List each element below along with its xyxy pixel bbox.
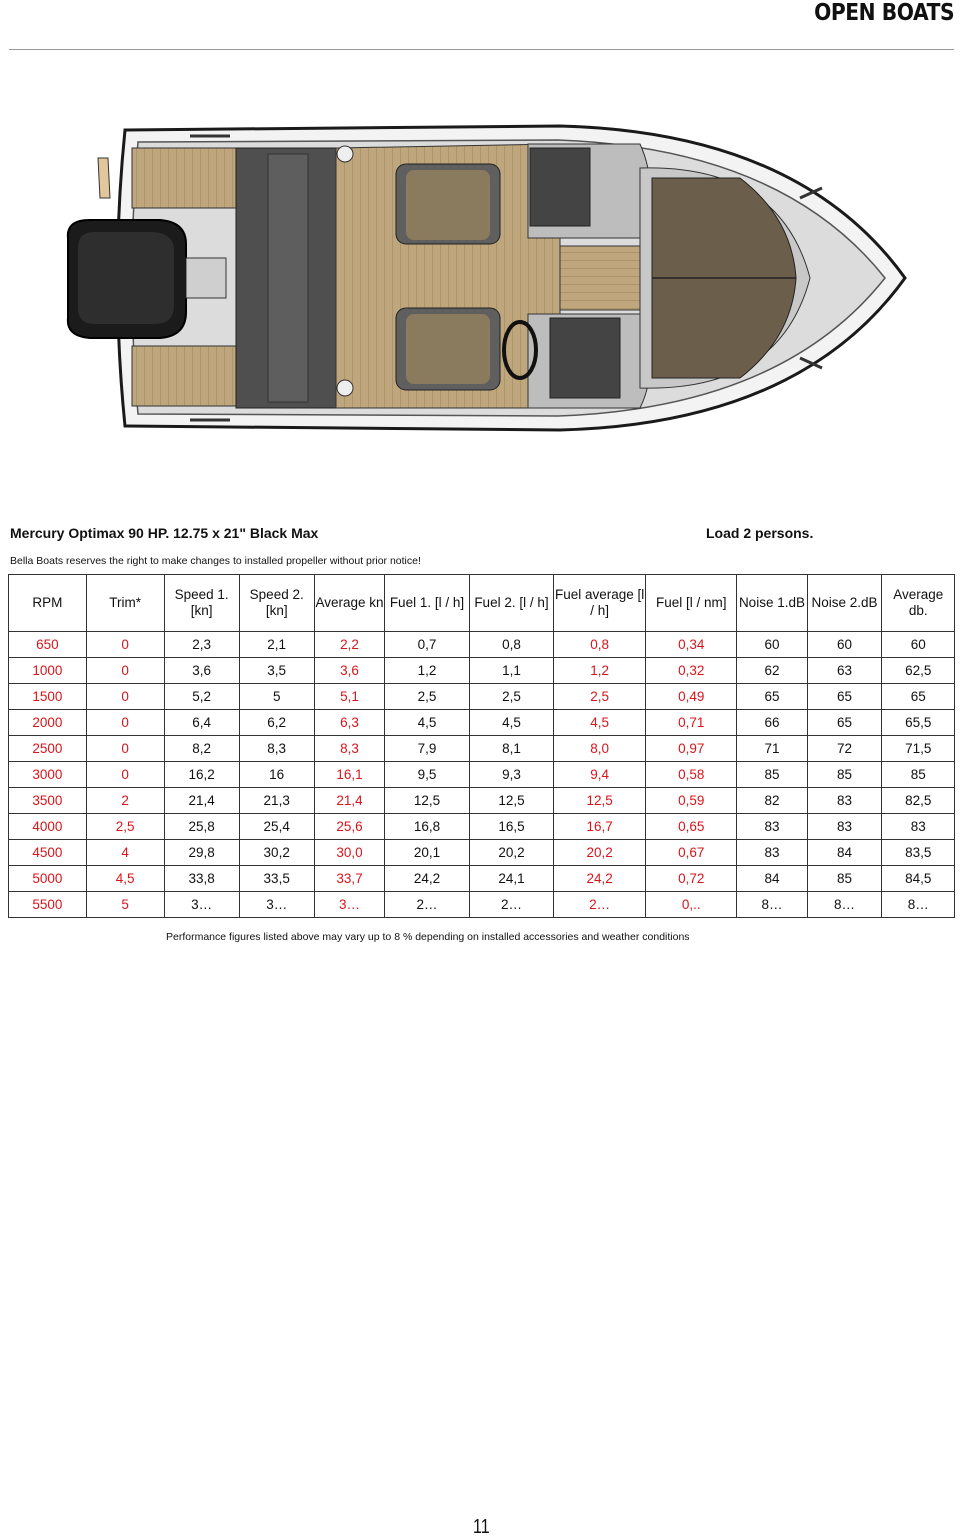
column-header: Fuel [l / nm]	[646, 575, 737, 632]
table-cell: 5,1	[314, 684, 384, 710]
page-header-title: OPEN BOATS	[813, 0, 954, 26]
table-cell: 4,5	[554, 710, 646, 736]
table-row	[9, 710, 955, 736]
column-header: Fuel average [l / h]	[554, 575, 646, 632]
table-cell: 0	[86, 762, 164, 788]
table-cell: 5,2	[164, 684, 239, 710]
table-cell: 16	[239, 762, 314, 788]
column-header: Speed 2. [kn]	[239, 575, 314, 632]
table-cell: 25,8	[164, 814, 239, 840]
table-cell: 33,5	[239, 866, 314, 892]
table-cell: 85	[882, 762, 955, 788]
table-cell: 83,5	[882, 840, 955, 866]
table-cell: 9,4	[554, 762, 646, 788]
table-cell: 62	[737, 658, 807, 684]
column-header: Fuel 2. [l / h]	[469, 575, 554, 632]
table-cell: 12,5	[554, 788, 646, 814]
table-cell: 60	[882, 632, 955, 658]
table-cell: 8,3	[239, 736, 314, 762]
table-cell: 85	[737, 762, 807, 788]
table-cell: 4,5	[385, 710, 470, 736]
table-cell: 2	[86, 788, 164, 814]
table-cell: 1500	[9, 684, 87, 710]
table-cell: 3000	[9, 762, 87, 788]
table-row	[9, 736, 955, 762]
boat-layout-illustration	[40, 108, 920, 448]
table-cell: 2…	[385, 892, 470, 918]
table-cell: 0,67	[646, 840, 737, 866]
table-cell: 0,58	[646, 762, 737, 788]
table-cell: 29,8	[164, 840, 239, 866]
table-cell: 20,2	[469, 840, 554, 866]
table-cell: 8…	[807, 892, 882, 918]
table-cell: 650	[9, 632, 87, 658]
table-cell: 2,2	[314, 632, 384, 658]
load-info: Load 2 persons.	[706, 525, 814, 541]
table-cell: 3500	[9, 788, 87, 814]
table-row	[9, 762, 955, 788]
table-cell: 16,5	[469, 814, 554, 840]
table-cell: 30,0	[314, 840, 384, 866]
table-cell: 3,6	[314, 658, 384, 684]
table-cell: 2…	[469, 892, 554, 918]
column-header: Noise 1.dB	[737, 575, 807, 632]
table-cell: 62,5	[882, 658, 955, 684]
table-cell: 12,5	[469, 788, 554, 814]
table-cell: 9,3	[469, 762, 554, 788]
table-cell: 16,7	[554, 814, 646, 840]
column-header: Fuel 1. [l / h]	[385, 575, 470, 632]
column-header: RPM	[9, 575, 87, 632]
table-row	[9, 632, 955, 658]
table-cell: 60	[737, 632, 807, 658]
table-cell: 85	[807, 762, 882, 788]
performance-footnote: Performance figures listed above may vary up to 8 % depending on installed accessories and weather conditions	[166, 931, 690, 943]
table-cell: 2,5	[385, 684, 470, 710]
table-cell: 63	[807, 658, 882, 684]
table-cell: 16,1	[314, 762, 384, 788]
table-cell: 0	[86, 632, 164, 658]
table-cell: 7,9	[385, 736, 470, 762]
table-cell: 0,72	[646, 866, 737, 892]
table-cell: 33,7	[314, 866, 384, 892]
column-header: Average db.	[882, 575, 955, 632]
table-cell: 0,..	[646, 892, 737, 918]
engine-spec: Mercury Optimax 90 HP. 12.75 x 21" Black Max	[10, 525, 319, 541]
table-cell: 0	[86, 736, 164, 762]
table-cell: 1,2	[385, 658, 470, 684]
table-cell: 4000	[9, 814, 87, 840]
performance-table	[8, 574, 955, 918]
table-cell: 66	[737, 710, 807, 736]
table-cell: 8…	[737, 892, 807, 918]
table-row	[9, 814, 955, 840]
table-cell: 82,5	[882, 788, 955, 814]
table-cell: 24,2	[554, 866, 646, 892]
table-cell: 5000	[9, 866, 87, 892]
table-cell: 65	[807, 710, 882, 736]
table-cell: 25,4	[239, 814, 314, 840]
table-cell: 8,3	[314, 736, 384, 762]
table-cell: 8,1	[469, 736, 554, 762]
table-cell: 0,8	[554, 632, 646, 658]
table-row	[9, 866, 955, 892]
table-cell: 0	[86, 710, 164, 736]
table-cell: 6,4	[164, 710, 239, 736]
table-cell: 8…	[882, 892, 955, 918]
table-cell: 0,32	[646, 658, 737, 684]
table-cell: 65,5	[882, 710, 955, 736]
table-cell: 65	[737, 684, 807, 710]
table-cell: 16,8	[385, 814, 470, 840]
table-cell: 84	[807, 840, 882, 866]
table-cell: 2,5	[469, 684, 554, 710]
table-body	[9, 632, 955, 918]
table-cell: 83	[882, 814, 955, 840]
table-cell: 24,2	[385, 866, 470, 892]
table-cell: 21,4	[164, 788, 239, 814]
table-cell: 65	[807, 684, 882, 710]
table-cell: 65	[882, 684, 955, 710]
table-cell: 71,5	[882, 736, 955, 762]
table-cell: 83	[807, 788, 882, 814]
table-cell: 84	[737, 866, 807, 892]
table-cell: 0	[86, 658, 164, 684]
table-cell: 12,5	[385, 788, 470, 814]
column-header: Average kn	[314, 575, 384, 632]
column-header: Speed 1. [kn]	[164, 575, 239, 632]
table-row	[9, 840, 955, 866]
table-cell: 4,5	[469, 710, 554, 736]
table-cell: 0,71	[646, 710, 737, 736]
table-cell: 2,1	[239, 632, 314, 658]
table-cell: 3…	[314, 892, 384, 918]
table-cell: 3,5	[239, 658, 314, 684]
table-cell: 20,2	[554, 840, 646, 866]
table-cell: 8,0	[554, 736, 646, 762]
table-cell: 9,5	[385, 762, 470, 788]
table-cell: 21,3	[239, 788, 314, 814]
table-cell: 0,65	[646, 814, 737, 840]
table-cell: 5500	[9, 892, 87, 918]
page-number: 11	[473, 1516, 490, 1538]
propeller-notice: Bella Boats reserves the right to make changes to installed propeller without prior notice!	[10, 555, 421, 567]
table-cell: 71	[737, 736, 807, 762]
table-cell: 4500	[9, 840, 87, 866]
table-cell: 0	[86, 684, 164, 710]
table-cell: 5	[239, 684, 314, 710]
table-cell: 60	[807, 632, 882, 658]
table-cell: 6,2	[239, 710, 314, 736]
table-cell: 20,1	[385, 840, 470, 866]
column-header: Trim*	[86, 575, 164, 632]
table-cell: 2,5	[86, 814, 164, 840]
table-row	[9, 788, 955, 814]
table-cell: 33,8	[164, 866, 239, 892]
table-cell: 83	[737, 814, 807, 840]
table-cell: 0,49	[646, 684, 737, 710]
table-cell: 85	[807, 866, 882, 892]
column-header: Noise 2.dB	[807, 575, 882, 632]
table-row	[9, 684, 955, 710]
table-cell: 72	[807, 736, 882, 762]
table-row	[9, 892, 955, 918]
table-cell: 0,8	[469, 632, 554, 658]
table-cell: 5	[86, 892, 164, 918]
table-cell: 2,3	[164, 632, 239, 658]
table-cell: 6,3	[314, 710, 384, 736]
table-cell: 24,1	[469, 866, 554, 892]
table-cell: 30,2	[239, 840, 314, 866]
table-cell: 25,6	[314, 814, 384, 840]
table-cell: 83	[807, 814, 882, 840]
table-cell: 1000	[9, 658, 87, 684]
table-cell: 2…	[554, 892, 646, 918]
table-cell: 16,2	[164, 762, 239, 788]
table-cell: 2000	[9, 710, 87, 736]
table-cell: 3…	[239, 892, 314, 918]
table-cell: 83	[737, 840, 807, 866]
table-cell: 2500	[9, 736, 87, 762]
table-cell: 8,2	[164, 736, 239, 762]
table-cell: 84,5	[882, 866, 955, 892]
table-cell: 0,34	[646, 632, 737, 658]
table-cell: 4	[86, 840, 164, 866]
table-cell: 0,7	[385, 632, 470, 658]
table-cell: 4,5	[86, 866, 164, 892]
table-cell: 82	[737, 788, 807, 814]
table-cell: 3…	[164, 892, 239, 918]
table-cell: 3,6	[164, 658, 239, 684]
table-cell: 1,1	[469, 658, 554, 684]
table-header-row	[9, 575, 955, 632]
header-divider	[9, 49, 954, 50]
table-cell: 0,97	[646, 736, 737, 762]
table-cell: 21,4	[314, 788, 384, 814]
table-cell: 2,5	[554, 684, 646, 710]
table-cell: 1,2	[554, 658, 646, 684]
table-cell: 0,59	[646, 788, 737, 814]
table-row	[9, 658, 955, 684]
